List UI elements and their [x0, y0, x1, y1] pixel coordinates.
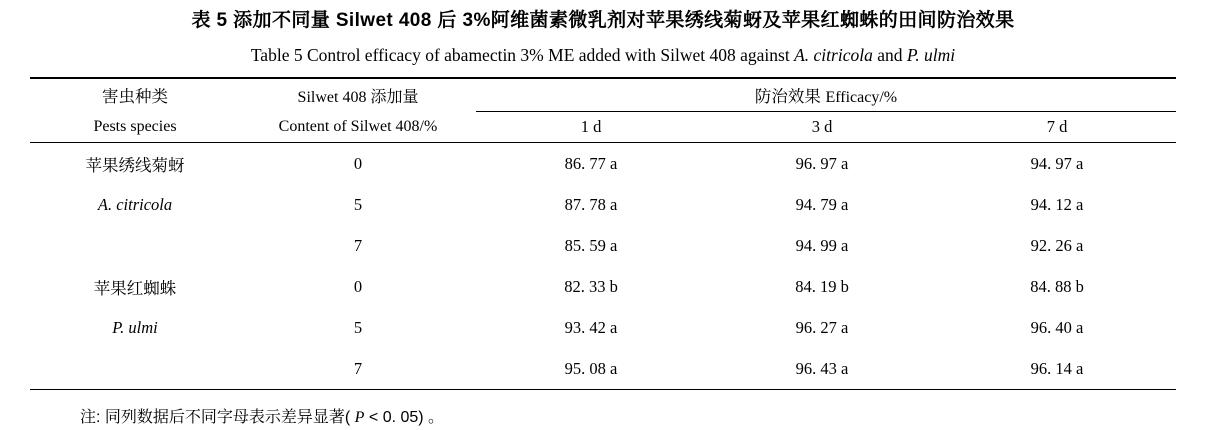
- header-efficacy-en: Efficacy/%: [825, 89, 898, 106]
- table-row: [30, 184, 1176, 225]
- cell-day7: 94. 97 a: [1030, 153, 1084, 173]
- header-day-7: 7 d: [1046, 117, 1068, 136]
- header-pests-en: Pests species: [93, 117, 177, 135]
- table-note-suffix: < 0. 05) 。: [364, 409, 445, 426]
- cell-species: [30, 225, 240, 266]
- table-header-row-2: [30, 112, 1176, 143]
- cell-day3: 94. 79 a: [795, 194, 849, 214]
- table-row: [30, 348, 1176, 390]
- table-title-species-2: P. ulmi: [906, 45, 956, 65]
- table-row: [30, 143, 1176, 184]
- table-note-prefix: 注: 同列数据后不同字母表示差异显著(: [80, 409, 355, 426]
- table-title-en-prefix: Table 5 Control efficacy of abamectin 3% ME added with Silwet 408 against: [250, 45, 795, 65]
- cell-day7: 96. 14 a: [1030, 358, 1084, 378]
- cell-day1: 95. 08 a: [564, 358, 618, 378]
- cell-day1: 85. 59 a: [564, 235, 618, 255]
- cell-content: 5: [353, 317, 363, 337]
- table-note-p-symbol: P: [354, 409, 365, 426]
- table-row: [30, 266, 1176, 307]
- cell-content: 0: [353, 153, 363, 173]
- cell-day3: 96. 27 a: [795, 317, 849, 337]
- table-title-species-1: A. citricola: [794, 45, 873, 65]
- cell-day7: 94. 12 a: [1030, 194, 1084, 214]
- cell-day7: 84. 88 b: [1030, 276, 1084, 296]
- cell-day3: 96. 97 a: [795, 153, 849, 173]
- header-efficacy-cn: 防治效果: [754, 88, 821, 106]
- cell-species: 苹果红蜘蛛: [93, 279, 177, 298]
- table-title-cn: 表 5 添加不同量 Silwet 408 后 3%阿维菌素微乳剂对苹果绣线菊蚜及苹果红蜘蛛的田间防治效果: [191, 10, 1015, 31]
- cell-day7: 92. 26 a: [1030, 235, 1084, 255]
- cell-day3: 84. 19 b: [795, 276, 849, 296]
- cell-day7: 96. 40 a: [1030, 317, 1084, 337]
- header-pests-cn: 害虫种类: [102, 88, 168, 107]
- cell-day1: 87. 78 a: [564, 194, 618, 214]
- table-row: [30, 225, 1176, 266]
- header-content-cn: Silwet 408 添加量: [297, 88, 419, 106]
- cell-day1: 82. 33 b: [564, 276, 618, 296]
- table-figure: [0, 8, 1206, 430]
- table-note: [80, 404, 1176, 427]
- cell-species: A. citricola: [97, 194, 173, 214]
- header-day-3: 3 d: [811, 117, 833, 136]
- cell-day3: 94. 99 a: [795, 235, 849, 255]
- cell-species: 苹果绣线菊蚜: [85, 156, 185, 175]
- cell-species: P. ulmi: [112, 317, 158, 337]
- cell-species: [30, 348, 240, 390]
- table-rule-bottom: [30, 390, 1176, 391]
- cell-content: 7: [353, 358, 363, 378]
- cell-content: 0: [353, 276, 363, 296]
- efficacy-table: [30, 77, 1176, 390]
- header-efficacy-group: [476, 79, 1176, 112]
- cell-content: 5: [353, 194, 363, 214]
- table-title-en: [30, 43, 1176, 67]
- table-title-en-conjunction: and: [872, 45, 907, 65]
- header-day-1: 1 d: [580, 117, 602, 136]
- header-content-en: Content of Silwet 408/%: [278, 117, 438, 135]
- cell-day1: 93. 42 a: [564, 317, 618, 337]
- cell-day3: 96. 43 a: [795, 358, 849, 378]
- table-header-row-1: [30, 79, 1176, 112]
- cell-day1: 86. 77 a: [564, 153, 618, 173]
- table-row: [30, 307, 1176, 348]
- cell-content: 7: [353, 235, 363, 255]
